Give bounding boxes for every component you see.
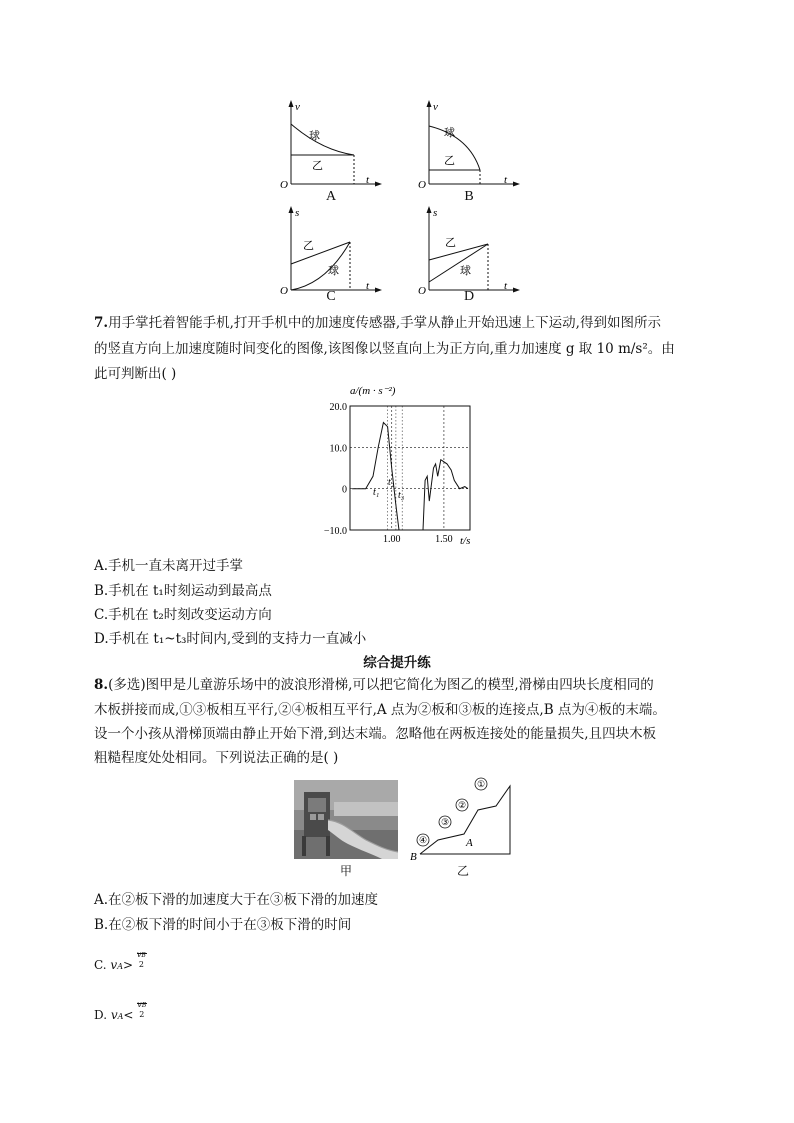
t1-label: t₁ [373, 487, 380, 498]
q8-option-c[interactable] [94, 950, 149, 979]
s-axis-label: s [295, 207, 300, 219]
y-tick-label: 10.0 [329, 443, 347, 455]
v-axis-label: v [295, 101, 300, 113]
q7-line-1 [94, 311, 661, 335]
chart-ylabel: a/(m · s⁻²) [350, 385, 396, 397]
x-tick-label: 1.50 [435, 534, 453, 545]
chart-grid [350, 406, 470, 530]
option-text: 在②板下滑的加速度大于在③板下滑的加速度 [108, 892, 379, 908]
t-axis-label: t [504, 174, 508, 186]
origin-label: O [280, 285, 288, 296]
chart-frame [350, 406, 470, 530]
x-tick-label: 1.00 [382, 534, 401, 545]
option-text: 在②板下滑的时间小于在③板下滑的时间 [108, 917, 352, 933]
q8-line-3: 设一个小孩从滑梯顶端由静止开始下滑,到达末端。忽略他在两板连接处的能量损失,且四块木板 [94, 726, 657, 742]
option-text: 手机在 t₁~t₃时间内,受到的支持力一直减小 [108, 631, 367, 647]
s-axis-label: s [433, 207, 438, 219]
origin-label: O [280, 179, 288, 190]
option-relation: > [122, 958, 134, 972]
t-axis-label: t [366, 280, 370, 292]
q7-option-a[interactable] [94, 554, 243, 578]
ball-label: 球 [309, 130, 320, 142]
fraction-denominator: 2 [138, 960, 144, 969]
q7-text-1: 用手掌托着智能手机,打开手机中的加速度传感器,手掌从静止开始迅速上下运动,得到如图所示 [108, 315, 661, 331]
option-relation: < [123, 1008, 134, 1022]
q7-option-d[interactable] [94, 627, 366, 651]
graph-a [276, 98, 386, 190]
q8-line-2: 木板拼接而成,①③板相互平行,②④板相互平行,A 点为②板和③板的连接点,B 点为④板的末端。 [94, 702, 666, 718]
option-key: C. [94, 607, 109, 623]
ball-label: 球 [444, 127, 455, 139]
fraction-numerator: vB [136, 950, 146, 959]
ball-label: 球 [328, 265, 339, 277]
yi-label: 乙 [444, 155, 455, 167]
point-a-label: A [466, 837, 473, 849]
graph-a-label: A [325, 189, 337, 204]
q7-line-3: 此可判断出( ) [94, 366, 177, 382]
origin-label: O [418, 179, 426, 190]
acceleration-curve [352, 423, 468, 531]
graph-d [414, 204, 524, 296]
option-key: A. [94, 892, 109, 908]
yi-label: 乙 [445, 237, 456, 249]
q7-option-c[interactable] [94, 603, 272, 627]
y-tick-label: −10.0 [323, 526, 347, 537]
fraction-denominator: 2 [139, 1010, 145, 1019]
option-lhs-sub: A [117, 962, 123, 971]
q7-number: 7. [94, 315, 109, 331]
t3-label: t₃ [398, 490, 405, 501]
option-key: D. [94, 631, 109, 647]
t-axis-label: t [504, 280, 508, 292]
ball-label: 球 [460, 265, 471, 277]
fig-yi-label: 乙 [456, 864, 469, 878]
slide-photo [294, 780, 398, 859]
graph-c-label: C [326, 289, 336, 304]
option-text: 手机在 t₂时刻改变运动方向 [108, 607, 272, 623]
yi-label: 乙 [312, 160, 323, 172]
graph-b [414, 98, 524, 190]
q8-option-a[interactable] [94, 888, 378, 912]
v-axis-label: v [433, 101, 438, 113]
q8-line-1 [94, 673, 654, 697]
q8-option-d[interactable] [94, 1000, 149, 1029]
fraction-numerator: vB [137, 1000, 147, 1009]
q7-option-b[interactable] [94, 579, 272, 603]
graph-b-label: B [464, 189, 474, 204]
option-text: 手机在 t₁时刻运动到最高点 [108, 583, 272, 599]
t-axis-label: t [366, 174, 370, 186]
plate-2-label: ② [457, 800, 467, 810]
q8-number: 8. [94, 677, 109, 693]
plate-3-label: ③ [440, 817, 450, 827]
option-key: A. [94, 558, 109, 574]
acceleration-chart [300, 382, 500, 550]
q8-text-1: (多选)图甲是儿童游乐场中的波浪形滑梯,可以把它简化为图乙的模型,滑梯由四块长度相同的 [108, 677, 654, 693]
option-key: B. [94, 917, 109, 933]
plate-4-label: ④ [418, 835, 428, 845]
q8-option-b[interactable] [94, 913, 351, 937]
q7-line-2: 的竖直方向上加速度随时间变化的图像,该图像以竖直向上为正方向,重力加速度 g 取 10 m/s²。由 [94, 341, 675, 357]
section-title: 综合提升练 [363, 655, 431, 671]
option-key: D. [94, 1008, 108, 1022]
option-lhs: v [110, 958, 118, 972]
yi-label: 乙 [303, 240, 314, 252]
option-key: B. [94, 583, 109, 599]
slide-model-diagram [408, 776, 518, 862]
option-key: C. [94, 958, 107, 972]
option-lhs: v [110, 1008, 118, 1022]
graph-c [276, 204, 386, 296]
point-b-label: B [410, 851, 417, 862]
y-tick-label: 20.0 [329, 402, 347, 413]
q8-line-4: 粗糙程度处处相同。下列说法正确的是( ) [94, 750, 339, 766]
option-lhs-sub: A [117, 1012, 124, 1021]
t2-label: t₂ [388, 477, 395, 488]
fig-jia-label: 甲 [339, 864, 352, 878]
y-tick-label: 0 [342, 484, 347, 496]
chart-xlabel: t/s [460, 535, 471, 547]
graph-d-label: D [463, 289, 475, 304]
plate-1-label: ① [476, 779, 486, 789]
option-text: 手机一直未离开过手掌 [108, 558, 244, 574]
origin-label: O [418, 285, 426, 296]
